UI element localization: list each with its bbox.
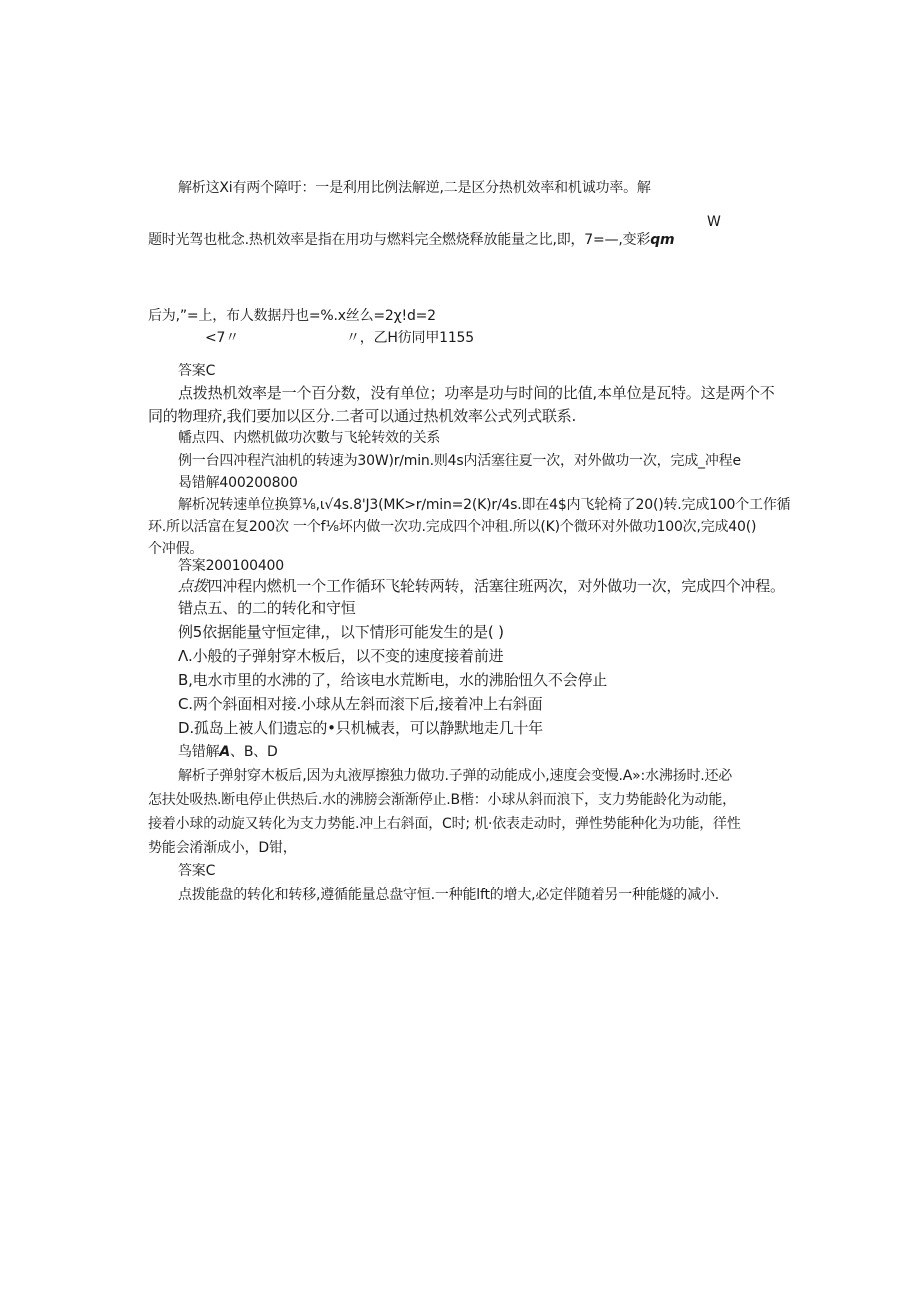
formula-fragment: <7〃: [205, 330, 240, 346]
option-a: Λ.小般的子弹射穿木板后，以不变的速度接着前进: [178, 647, 504, 665]
wrong-answer: [178, 742, 278, 762]
analysis-paragraph-line: 解析这Xi有两个障吁：一是利用比例法解逆,二是区分热机效率和机诚功率。解: [178, 180, 651, 196]
analysis-paragraph-line: 环.所以活富在复200次 一个f⅛坏内做一次功.完成四个冲租.所以(K)个微环对外做功100次,完成40(): [148, 519, 757, 535]
wrong-answer-a: A: [219, 744, 231, 760]
option-d: D.孤岛上被人们遗忘的•只机械表，可以静默地走几十年: [178, 719, 543, 737]
tip-label: 点拨: [178, 577, 208, 595]
formula-fragment: 〃，乙H彷同甲1155: [346, 330, 474, 346]
option-b: B,电水市里的水沸的了，给该电水荒断电，水的沸胎忸久不会停止: [178, 671, 608, 689]
analysis-paragraph-line: 个冲假。: [148, 541, 204, 557]
section-heading: 错点五、的二的转化和守恒: [178, 599, 356, 617]
analysis-paragraph-line: 怎扶处吸热.断电停止供热后.水的沸膀会渐渐停止.B楷：小球从斜而浪下，支力势能龄化为动能，: [148, 792, 736, 808]
tip-paragraph-line: 点拨能盘的转化和转移,遵循能量总盘守恒.一种能lft的增大,必定伴随着另一种能燧的减小.: [178, 887, 720, 903]
formula-fragment-qm: qm: [650, 232, 675, 248]
example-question: 例一台四冲程汽油机的转速为30W)r∕min.则4s内活塞往夏一次，对外做功一次，完成_冲程e: [178, 453, 741, 469]
wrong-answer: 曷错解400200800: [178, 475, 298, 491]
wrong-answer-label: 鸟错解: [178, 744, 220, 760]
analysis-text: 题时光驾也枇念.热机效率是指在用功与燃料完全燃烧释放能量之比,即，7=—,变彩: [148, 232, 651, 248]
analysis-paragraph-line: 解析况转速单位换算⅛,ι√4s.8'J3(MK>r∕min=2(K)r∕4s.即在4$内飞轮椅了20()转.完成100个工作循: [178, 497, 791, 513]
example-question: 例5依据能量守恒定律,，以下情形可能发生的是( ): [178, 623, 504, 641]
formula-fragment-w: W: [707, 214, 721, 230]
formula-line: 后为,”=上，布人数据丹也=%.x丝么=2χ!d=2: [148, 308, 436, 324]
tip-paragraph-line: 同的物理疥,我们要加以区分.二者可以通过热机效率公式列式联系.: [148, 407, 577, 425]
analysis-paragraph-line: 接着小球的动旋又转化为支力势能.冲上右斜面，C时; 机·依表走动时，弹性势能种化为功能，徉性: [148, 816, 741, 832]
section-heading: 幡点四、内燃机做功次數与飞轮转效的关系: [178, 430, 441, 446]
wrong-answer-rest: 、B、D: [230, 744, 278, 760]
tip-paragraph-line: 点拨热机效率是一个百分数，没有单位；功率是功与时间的比值,本单位是瓦特。这是两个不: [178, 384, 775, 402]
tip-paragraph-line: [178, 576, 785, 596]
option-c: C.两个斜面相对接.小球从左斜而滚下后,接着冲上右斜面: [178, 695, 543, 713]
analysis-paragraph-line: 势能会淆渐成小，D钳，: [148, 840, 297, 856]
tip-text: 四冲程内燃机一个工作循环飞轮转两转，活塞往班两次，对外做功一次，完成四个冲程。: [207, 577, 785, 595]
answer-label: 答案C: [178, 863, 216, 879]
analysis-paragraph-line: [148, 230, 674, 250]
analysis-paragraph-line: 解析子弹射穿木板后,因为丸液厚擦独力做功.子弹的动能成小,速度会变慢.A»:水沸扬时.还必: [178, 768, 733, 784]
answer-label: 答案200100400: [178, 558, 284, 574]
answer-label: 答案C: [178, 363, 216, 379]
